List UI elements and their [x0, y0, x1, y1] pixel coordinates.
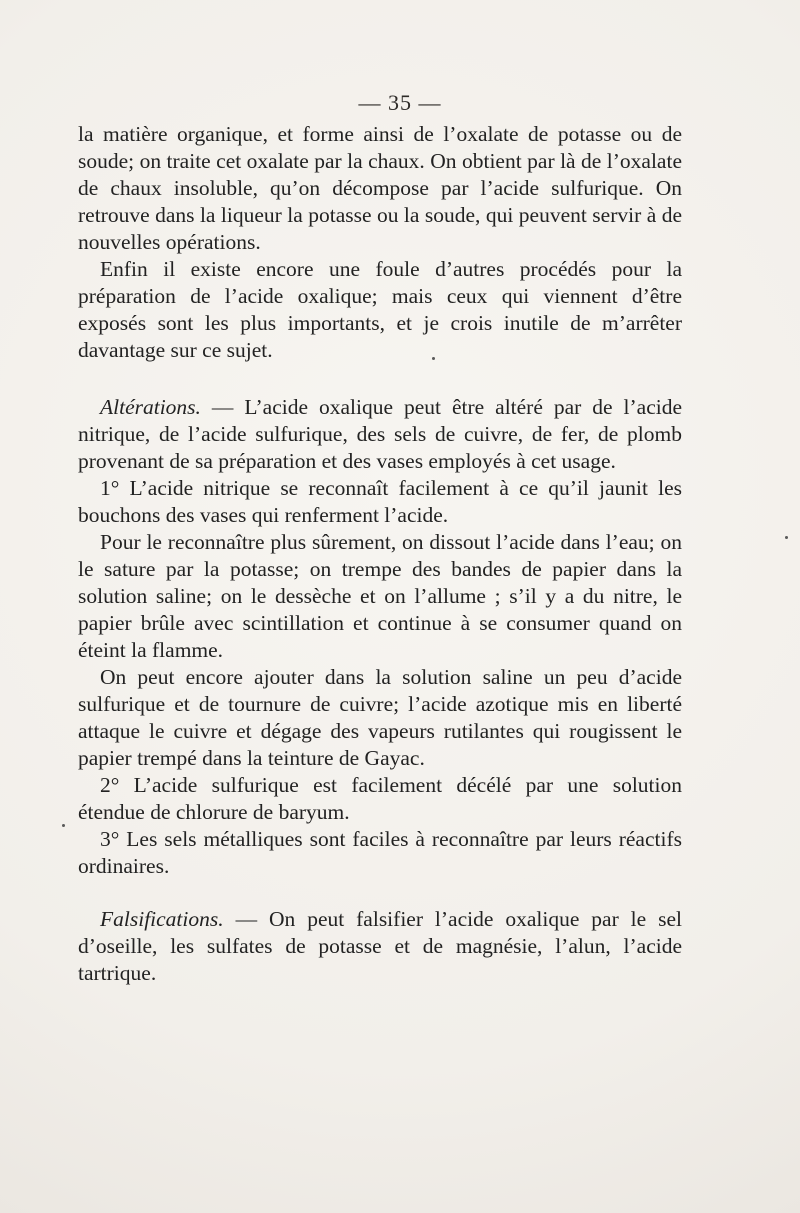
text-section-alterations: [78, 394, 682, 880]
scan-speck-1: [785, 536, 788, 539]
scan-speck-2: [62, 824, 65, 827]
page-number: — 35 —: [358, 90, 442, 115]
paragraph-3: [78, 394, 682, 475]
paragraph-6: On peut encore ajouter dans la solution saline un peu d’acide sulfurique et de tournure de cuivre; l’acide azotique mis en liberté attaque le cuivre et dégage des vapeurs rutilantes qui rougissent le papier trempé dans la teinture de Gayac.: [78, 665, 682, 770]
paragraph-1: la matière organique, et forme ainsi de l’oxalate de potasse ou de soude; on traite cet oxalate par la chaux. On obtient par là de l’oxalate de chaux insoluble, qu’on décompose par l’acide sulfurique. On retrouve dans la liqueur la potasse ou la soude, qui peuvent servir à de nouvelles opérations.: [78, 122, 682, 254]
paragraph-8: 3° Les sels métalliques sont faciles à reconnaître par leurs réactifs ordinaires.: [78, 827, 682, 878]
paragraph-5: Pour le reconnaître plus sûrement, on dissout l’acide dans l’eau; on le sature par la potasse; on trempe des bandes de papier dans la solution saline; on le dessèche et on l’allume ; s’il y a du nitre, le papier brûle avec scintillation et continue à se consumer quand on éteint la flamme.: [78, 530, 682, 662]
section-title-falsifications: Falsifications.: [100, 907, 224, 931]
scan-speck-3: [432, 357, 435, 360]
section-title-alterations: Altérations.: [100, 395, 201, 419]
paragraph-7: 2° L’acide sulfurique est facilement décélé par une solution étendue de chlorure de baryum.: [78, 773, 682, 824]
paragraph-4: 1° L’acide nitrique se reconnaît facilement à ce qu’il jaunit les bouchons des vases qui renferment l’acide.: [78, 476, 682, 527]
paragraph-9: [78, 906, 682, 987]
text-section-falsifications: [78, 906, 682, 987]
text-section-preparation: [78, 121, 682, 364]
paragraph-3-text: — L’acide oxalique peut être altéré par de l’acide nitrique, de l’acide sulfurique, des sels de cuivre, de fer, de plomb provenant de sa préparation et des vases employés à cet usage.: [78, 395, 683, 473]
paragraph-2: Enfin il existe encore une foule d’autres procédés pour la préparation de l’acide oxalique; mais ceux qui viennent d’être exposés sont les plus importants, et je crois inutile de m’arrêter davantage sur ce sujet.: [78, 257, 682, 362]
paragraph-9-text: — On peut falsifier l’acide oxalique par le sel d’oseille, les sulfates de potasse et de magnésie, l’alun, l’acide tartrique.: [78, 907, 683, 985]
